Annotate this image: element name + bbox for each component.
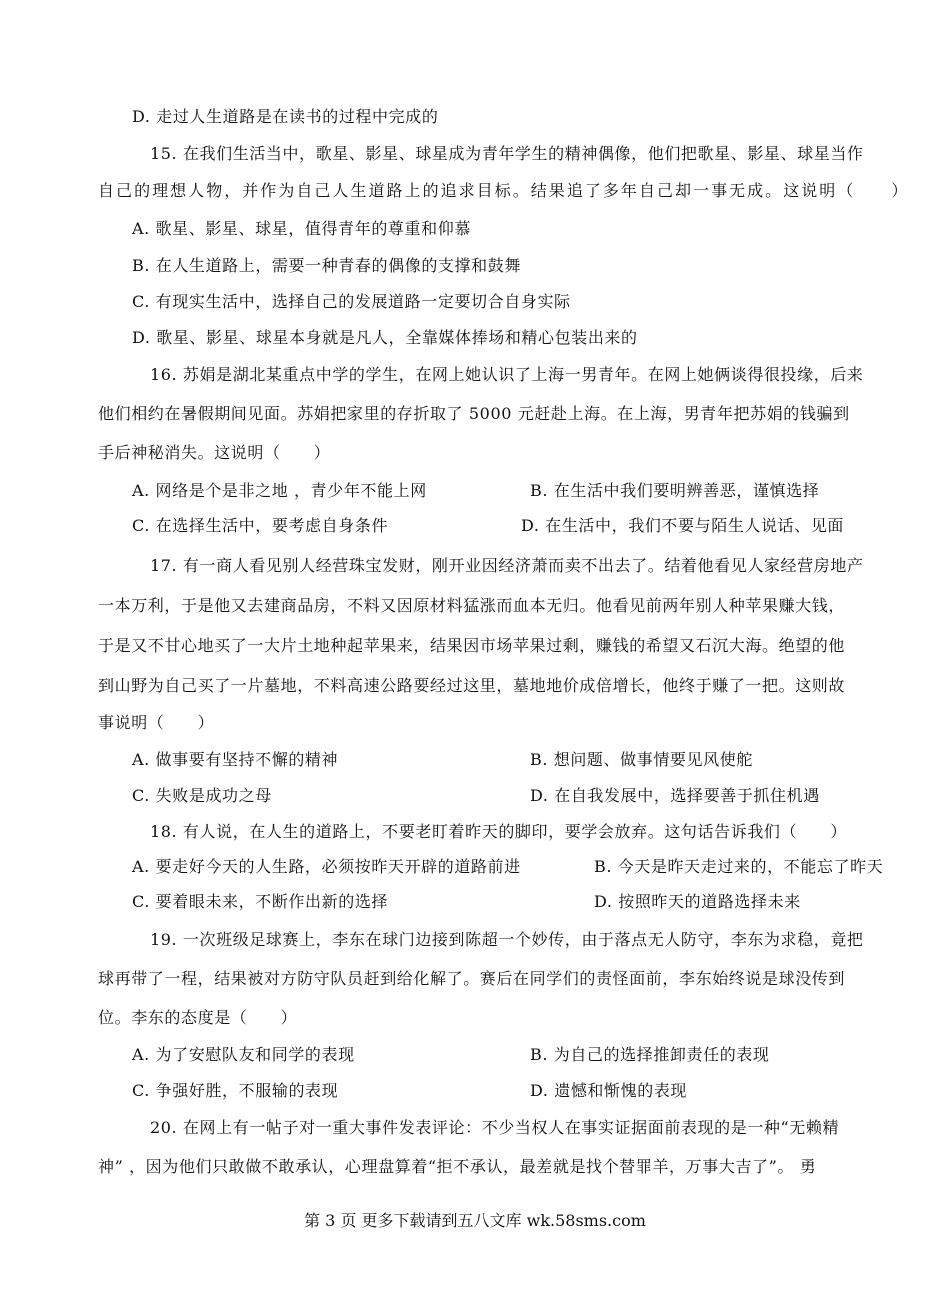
question-16-line-1: 16. 苏娟是湖北某重点中学的学生，在网上她认识了上海一男青年。在网上她俩谈得很投缘，后来: [150, 365, 864, 384]
option-19-b: B. 为自己的选择推卸责任的表现: [530, 1045, 770, 1064]
question-18-stem: 18. 有人说，在人生的道路上，不要老盯着昨天的脚印，要学会放弃。这句话告诉我们（ ）: [150, 822, 847, 841]
option-15-d: D. 歌星、影星、球星本身就是凡人，全靠媒体捧场和精心包装出来的: [132, 328, 638, 347]
page-footer: 第 3 页 更多下载请到五八文库 wk.58sms.com: [304, 1211, 646, 1230]
question-15-line-1: 15. 在我们生活当中，歌星、影星、球星成为青年学生的精神偶像，他们把歌星、影星、球星当作: [150, 144, 864, 163]
option-18-b: B. 今天是昨天走过来的，不能忘了昨天: [594, 857, 884, 876]
option-16-b: B. 在生活中我们要明辨善恶，谨慎选择: [530, 481, 820, 500]
option-19-a: A. 为了安慰队友和同学的表现: [132, 1045, 355, 1064]
question-20-line-1: 20. 在网上有一帖子对一重大事件发表评论：不少当权人在事实证据面前表现的是一种“无赖精: [150, 1118, 840, 1137]
option-16-d: D. 在生活中，我们不要与陌生人说话、见面: [521, 516, 845, 535]
question-17-line-4: 到山野为自己买了一片墓地，不料高速公路要经过这里，墓地地价成倍增长，他终于赚了一把。这则故: [98, 676, 846, 695]
question-19-line-3: 位。李东的态度是（ ）: [98, 1008, 298, 1027]
question-17-line-5: 事说明（ ）: [98, 713, 215, 732]
question-17-line-1: 17. 有一商人看见别人经营珠宝发财，刚开业因经济萧而卖不出去了。结着他看见人家经营房地产: [150, 556, 864, 575]
question-19-line-2: 球再带了一程，结果被对方防守队员赶到给化解了。赛后在同学们的责怪面前，李东始终说是球没传到: [98, 969, 846, 988]
question-19-line-1: 19. 一次班级足球赛上，李东在球门边接到陈超一个妙传，由于落点无人防守，李东为求稳，竟把: [150, 930, 864, 949]
option-16-a: A. 网络是个是非之地 ，青少年不能上网: [132, 481, 427, 500]
question-15-line-2: 自己的理想人物，并作为自己人生道路上的追求目标。结果追了多年自己却一事无成。这说明（ ）: [98, 181, 908, 200]
option-18-c: C. 要着眼未来，不断作出新的选择: [132, 892, 389, 911]
option-17-b: B. 想问题、做事情要见风使舵: [530, 750, 753, 769]
question-20-line-2: 神” ，因为他们只敢做不敢承认，心理盘算着“拒不承认，最差就是找个替罪羊，万事大吉了”。 勇: [98, 1157, 817, 1176]
option-18-a: A. 要走好今天的人生路，必须按昨天开辟的道路前进: [132, 857, 521, 876]
question-17-line-3: 于是又不甘心地买了一大片土地种起苹果来，结果因市场苹果过剩，赚钱的希望又石沉大海。绝望的他: [98, 636, 846, 655]
option-17-a: A. 做事要有坚持不懈的精神: [132, 750, 339, 769]
option-d-14: D. 走过人生道路是在读书的过程中完成的: [132, 107, 439, 126]
question-16-line-2: 他们相约在暑假期间见面。苏娟把家里的存折取了 5000 元赶赴上海。在上海，男青年把苏娟的钱骗到: [98, 404, 850, 423]
option-17-c: C. 失败是成功之母: [132, 786, 272, 805]
question-16-line-3: 手后神秘消失。这说明（ ）: [98, 443, 331, 462]
option-15-b: B. 在人生道路上，需要一种青春的偶像的支撑和鼓舞: [132, 256, 521, 275]
option-19-c: C. 争强好胜，不服输的表现: [132, 1081, 339, 1100]
option-15-c: C. 有现实生活中，选择自己的发展道路一定要切合自身实际: [132, 292, 571, 311]
option-18-d: D. 按照昨天的道路选择未来: [594, 892, 801, 911]
option-19-d: D. 遗憾和惭愧的表现: [530, 1081, 688, 1100]
option-16-c: C. 在选择生活中，要考虑自身条件: [132, 516, 389, 535]
option-17-d: D. 在自我发展中，选择要善于抓住机遇: [530, 786, 820, 805]
question-17-line-2: 一本万利，于是他又去建商品房，不料又因原材料猛涨而血本无归。他看见前两年别人种苹果赚大钱，: [98, 596, 846, 615]
option-15-a: A. 歌星、影星、球星，值得青年的尊重和仰慕: [132, 219, 471, 238]
